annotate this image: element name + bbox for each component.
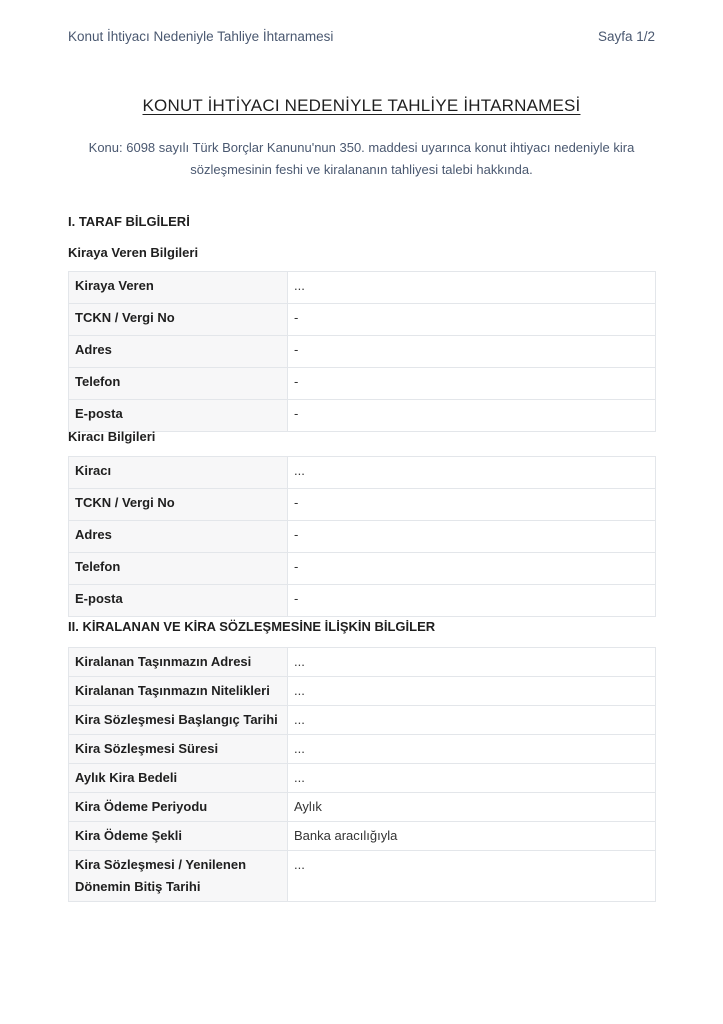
table-row xyxy=(69,851,656,902)
field-value: - xyxy=(288,553,656,585)
field-value: - xyxy=(288,304,656,336)
field-label: Telefon xyxy=(69,368,288,400)
field-label: Aylık Kira Bedeli xyxy=(69,764,288,793)
section-2-heading: II. KİRALANAN VE KİRA SÖZLEŞMESİNE İLİŞKİN BİLGİLER xyxy=(68,619,436,634)
tenant-info-heading: Kiracı Bilgileri xyxy=(68,429,156,444)
table-row xyxy=(69,677,656,706)
field-label: Kiralanan Taşınmazın Nitelikleri xyxy=(69,677,288,706)
field-label: Adres xyxy=(69,336,288,368)
field-value: ... xyxy=(288,706,656,735)
field-label: Kira Sözleşmesi / Yenilenen Dönemin Bitiş Tarihi xyxy=(69,851,288,902)
table-row xyxy=(69,272,656,304)
table-row xyxy=(69,489,656,521)
table-row xyxy=(69,706,656,735)
field-value: - xyxy=(288,489,656,521)
lease-info-table xyxy=(68,647,656,902)
table-row xyxy=(69,304,656,336)
field-label: Kira Ödeme Periyodu xyxy=(69,793,288,822)
field-label: E-posta xyxy=(69,400,288,432)
table-row xyxy=(69,793,656,822)
document-subject: Konu: 6098 sayılı Türk Borçlar Kanunu'nun 350. maddesi uyarınca konut ihtiyacı nedeniyle kira sözleşmesinin feshi ve kiralananın tahliyesi talebi hakkında. xyxy=(88,140,635,177)
field-label: Kira Ödeme Şekli xyxy=(69,822,288,851)
landlord-info-table xyxy=(68,271,656,432)
table-row xyxy=(69,336,656,368)
table-row xyxy=(69,764,656,793)
field-value: - xyxy=(288,400,656,432)
table-row xyxy=(69,400,656,432)
field-value: - xyxy=(288,521,656,553)
header-page-number: Sayfa 1/2 xyxy=(597,29,655,44)
field-label: TCKN / Vergi No xyxy=(69,489,288,521)
table-row xyxy=(69,521,656,553)
field-value: - xyxy=(288,585,656,617)
field-value: ... xyxy=(288,272,656,304)
field-value: ... xyxy=(288,764,656,793)
table-row xyxy=(69,457,656,489)
field-label: Kira Sözleşmesi Başlangıç Tarihi xyxy=(69,706,288,735)
field-value: ... xyxy=(288,735,656,764)
table-row xyxy=(69,553,656,585)
field-value: ... xyxy=(288,648,656,677)
table-row xyxy=(69,585,656,617)
field-value: ... xyxy=(288,851,656,902)
field-label: Kiracı xyxy=(69,457,288,489)
field-value: - xyxy=(288,368,656,400)
field-value: - xyxy=(288,336,656,368)
field-label: Kiraya Veren xyxy=(69,272,288,304)
table-row xyxy=(69,735,656,764)
tenant-info-table xyxy=(68,456,656,617)
table-row xyxy=(69,368,656,400)
header-document-name: Konut İhtiyacı Nedeniyle Tahliye İhtarnamesi xyxy=(68,29,334,44)
field-label: Adres xyxy=(69,521,288,553)
field-label: TCKN / Vergi No xyxy=(69,304,288,336)
field-label: Telefon xyxy=(69,553,288,585)
field-value: Banka aracılığıyla xyxy=(288,822,656,851)
table-row xyxy=(69,648,656,677)
table-row xyxy=(69,822,656,851)
field-value: ... xyxy=(288,457,656,489)
field-label: E-posta xyxy=(69,585,288,617)
field-label: Kiralanan Taşınmazın Adresi xyxy=(69,648,288,677)
field-value: ... xyxy=(288,677,656,706)
landlord-info-heading: Kiraya Veren Bilgileri xyxy=(68,245,199,260)
field-value: Aylık xyxy=(288,793,656,822)
field-label: Kira Sözleşmesi Süresi xyxy=(69,735,288,764)
document-title: KONUT İHTİYACI NEDENİYLE TAHLİYE İHTARNAMESİ xyxy=(142,96,581,115)
section-1-heading: I. TARAF BİLGİLERİ xyxy=(68,214,190,229)
running-header xyxy=(68,29,655,44)
